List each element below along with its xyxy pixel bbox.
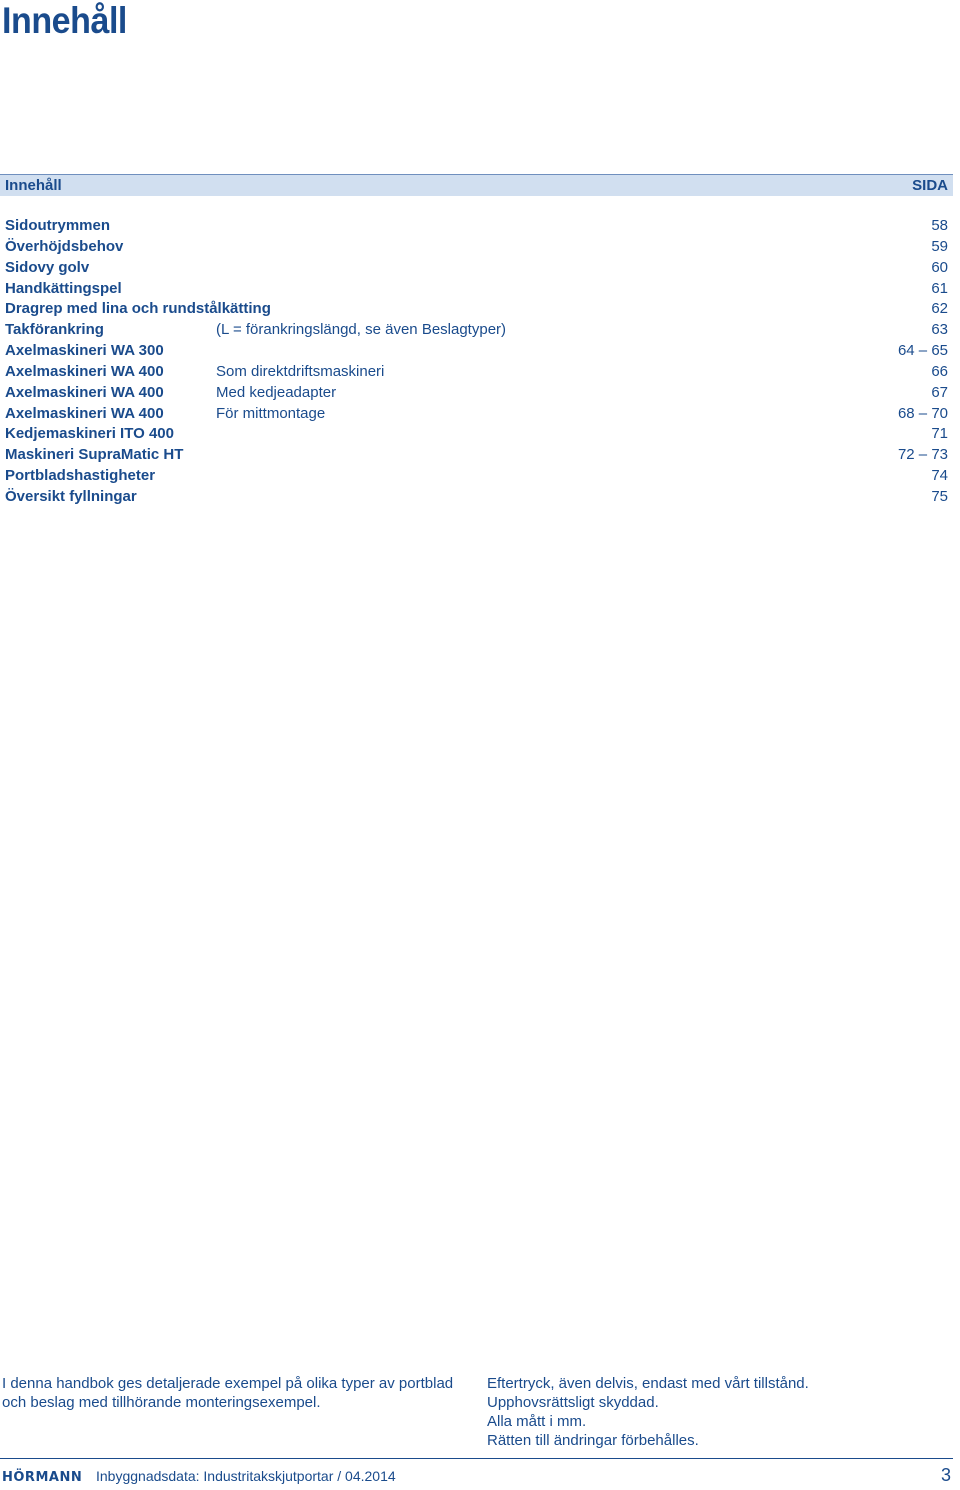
toc-entry-page: 62 bbox=[931, 300, 948, 318]
footer-copyright-text bbox=[487, 1374, 947, 1450]
toc-entry-page: 64 – 65 bbox=[897, 342, 948, 360]
toc-entry-page: 66 bbox=[931, 362, 948, 380]
toc-entry-page: 72 – 73 bbox=[897, 446, 948, 464]
toc-row[interactable] bbox=[0, 279, 953, 300]
toc-row[interactable] bbox=[0, 362, 953, 383]
footer-copyright-line: Upphovsrättsligt skyddad. bbox=[487, 1394, 659, 1411]
toc-row[interactable] bbox=[0, 404, 953, 425]
footer-copyright-line: Rätten till ändringar förbehålles. bbox=[487, 1432, 699, 1449]
toc-row[interactable] bbox=[0, 341, 953, 362]
toc-entry-note: För mittmontage bbox=[216, 404, 326, 422]
toc-row[interactable] bbox=[0, 383, 953, 404]
toc-entry-page: 74 bbox=[931, 467, 948, 485]
page-title: Innehåll bbox=[2, 0, 127, 41]
toc-entry-page: 68 – 70 bbox=[897, 404, 948, 422]
toc-entry-title: Axelmaskineri WA 400 bbox=[5, 362, 164, 380]
toc-entry-page: 61 bbox=[931, 279, 948, 297]
toc-entry-title: Axelmaskineri WA 400 bbox=[5, 383, 164, 401]
toc-header bbox=[0, 174, 953, 196]
footer-divider bbox=[0, 1458, 953, 1459]
toc-row[interactable] bbox=[0, 216, 953, 237]
toc-entry-page: 60 bbox=[931, 258, 948, 276]
footer-intro-text bbox=[2, 1374, 472, 1412]
toc-row[interactable] bbox=[0, 320, 953, 341]
document-info: Inbyggnadsdata: Industritakskjutportar / 04.2014 bbox=[96, 1468, 396, 1484]
page-number: 3 bbox=[940, 1465, 951, 1485]
toc-entry-page: 63 bbox=[931, 321, 948, 339]
toc-entry-note: Med kedjeadapter bbox=[216, 383, 337, 401]
footer-intro-line: I denna handbok ges detaljerade exempel på olika typer av portblad bbox=[2, 1375, 454, 1392]
toc-entry-title: Kedjemaskineri ITO 400 bbox=[5, 425, 174, 443]
toc-entry-title: Dragrep med lina och rundstålkätting bbox=[5, 300, 271, 318]
toc-header-page-label: SIDA bbox=[912, 177, 948, 194]
footer-copyright-line: Alla mått i mm. bbox=[487, 1413, 587, 1430]
toc-entry-title: Takförankring bbox=[5, 321, 104, 339]
toc-entry-title: Axelmaskineri WA 400 bbox=[5, 404, 164, 422]
toc-entry-page: 58 bbox=[931, 217, 948, 234]
toc-list bbox=[0, 216, 953, 508]
toc-entry-note: Som direktdriftsmaskineri bbox=[216, 362, 385, 380]
toc-entry-title: Portbladshastigheter bbox=[5, 467, 156, 485]
toc-row[interactable] bbox=[0, 424, 953, 445]
toc-entry-page: 75 bbox=[931, 487, 948, 505]
footer-copyright-line: Eftertryck, även delvis, endast med vårt tillstånd. bbox=[487, 1375, 809, 1392]
footer-intro-line: och beslag med tillhörande monteringsexempel. bbox=[2, 1394, 321, 1411]
toc-row[interactable] bbox=[0, 466, 953, 487]
toc-row[interactable] bbox=[0, 487, 953, 508]
toc-entry-page: 59 bbox=[931, 237, 948, 255]
toc-entry-note: (L = förankringslängd, se även Beslagtyper) bbox=[216, 321, 507, 339]
toc-entry-title: Överhöjdsbehov bbox=[5, 237, 124, 255]
toc-entry-page: 67 bbox=[931, 383, 948, 401]
toc-row[interactable] bbox=[0, 237, 953, 258]
brand-logo: HÖRMANN bbox=[2, 1470, 83, 1485]
toc-entry-title: Sidoutrymmen bbox=[5, 217, 111, 234]
toc-entry-page: 71 bbox=[931, 425, 948, 443]
toc-entry-title: Axelmaskineri WA 300 bbox=[5, 342, 164, 360]
toc-entry-title: Handkättingspel bbox=[5, 279, 122, 297]
toc-row[interactable] bbox=[0, 258, 953, 279]
toc-row[interactable] bbox=[0, 445, 953, 466]
toc-header-label: Innehåll bbox=[5, 177, 62, 194]
toc-row[interactable] bbox=[0, 299, 953, 320]
toc-entry-title: Översikt fyllningar bbox=[5, 487, 137, 505]
toc-entry-title: Maskineri SupraMatic HT bbox=[5, 446, 184, 464]
toc-entry-title: Sidovy golv bbox=[5, 258, 90, 276]
